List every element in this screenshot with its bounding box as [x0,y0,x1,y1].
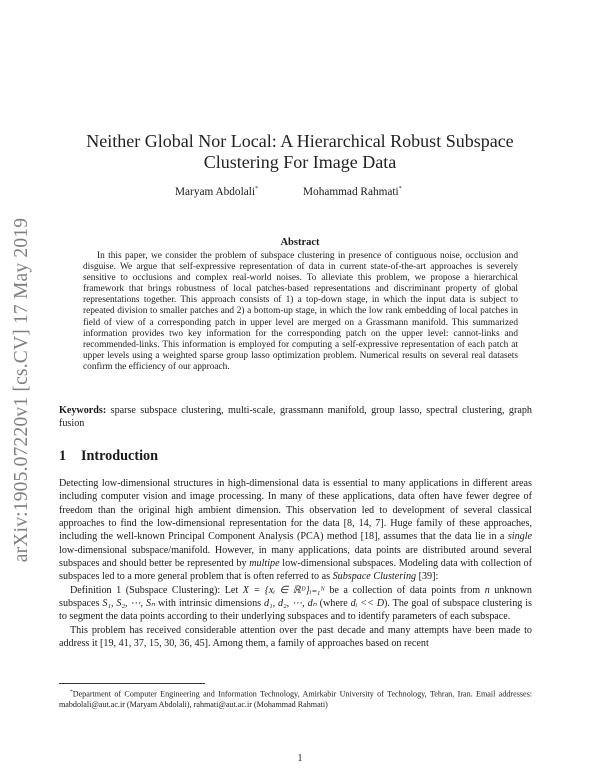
definition-label: Definition 1 (Subspace Clustering): [70,584,221,596]
arxiv-stamp [2,200,42,580]
author-2 [303,186,402,198]
keywords-label: Keywords: [59,405,107,416]
footnote-text: Department of Computer Engineering and Information Technology, Amirkabir University of Technology, Tehran, Iran. Email addresses: mabdolali@aut.ac.ir (Maryam Abdolali), rahmati@aut.ac.ir (Mohammad Rahmati) [59,689,532,709]
keywords-text: sparse subspace clustering, multi-scale, grassmann manifold, group lasso, spectral clustering, graph fusion [59,405,532,430]
author-1 [175,186,258,198]
author-name: Maryam Abdolali [175,186,256,198]
paragraph-related-work: This problem has received considerable attention over the past decade and many attempts have been made to address it [19, 41, 37, 15, 30, 36, 45]. Among them, a family of approaches based on recent [59,624,532,650]
footnote-rule [59,683,205,684]
abstract-text: In this paper, we consider the problem of subspace clustering in presence of contiguous noise, occlusion and disguise. We argue that self-expressive representation of data in current state-of-the-art approaches is severely sensitive to occlusions and complex real-world noises. To alleviate this problem, we propose a hierarchical framework that brings robustness of local patches-based representations and discriminant property of global representations together. This approach consists of 1) a top-down stage, in which the input data is subject to repeated division to smaller patches and 2) a bottom-up stage, in which the low rank embedding of local patches in field of view of a corresponding patch in upper level are merged on a Grassmann manifold. This summarized information provides two key information for the corresponding patch on the upper level: cannot-links and recommended-links. This information is employed for computing a self-expressive representation of each patch at upper levels using a weighted sparse group lasso optimization problem. Numerical results on several real datasets confirm the efficiency of our approach. [83,251,518,372]
abstract-heading: Abstract [280,237,320,248]
author-name: Mohammad Rahmati [303,186,399,198]
author-mark: * [398,186,402,193]
paragraph-definition: Definition 1 (Subspace Clustering): Let X = {xᵢ ∈ ℝᴰ}ᵢ₌₁ᴺ be a collection of data points from n unknown subspaces S₁, S₂, ⋯, Sₙ with intrinsic dimensions d₁, d₂, ⋯, dₙ (where dᵢ << D). The goal of subspace clustering is to segment the data points according to their underlying subspaces and to identify parameters of each subspace. [59,584,533,623]
footnote [59,687,532,710]
body-text [59,477,532,650]
section-title: Introduction [81,448,158,464]
author-mark: * [255,186,259,193]
footnote-mark: * [70,689,73,695]
section-heading [59,448,158,465]
section-number: 1 [59,448,67,464]
page-number: 1 [297,753,303,764]
arxiv-id: arXiv:1905.07220v1 [cs.CV] 17 May 2019 [11,217,33,563]
paragraph-intro: Detecting low-dimensional structures in high-dimensional data is essential to many applications in different areas including computer vision and image processing. In many of these applications, data often have fewer degree of freedom than the original high ambient dimension. This observation led to development of several classical approaches to find the low-dimensional representation for the data [8, 14, 7]. Huge family of these approaches, including the well-known Principal Component Analysis (PCA) method [18], assumes that the data lie in a single low-dimensional subspace/manifold. However, in many applications, data points are distributed around several subspaces and should better be represented by multipe low-dimensional subspaces. Modeling data with collection of subspaces led to a more general problem that is often referred to as Subspace Clustering [39]: [59,478,532,583]
paper-title: Neither Global Nor Local: A Hierarchical Robust Subspace Clustering For Image Data [86,131,514,172]
keywords [59,404,532,431]
